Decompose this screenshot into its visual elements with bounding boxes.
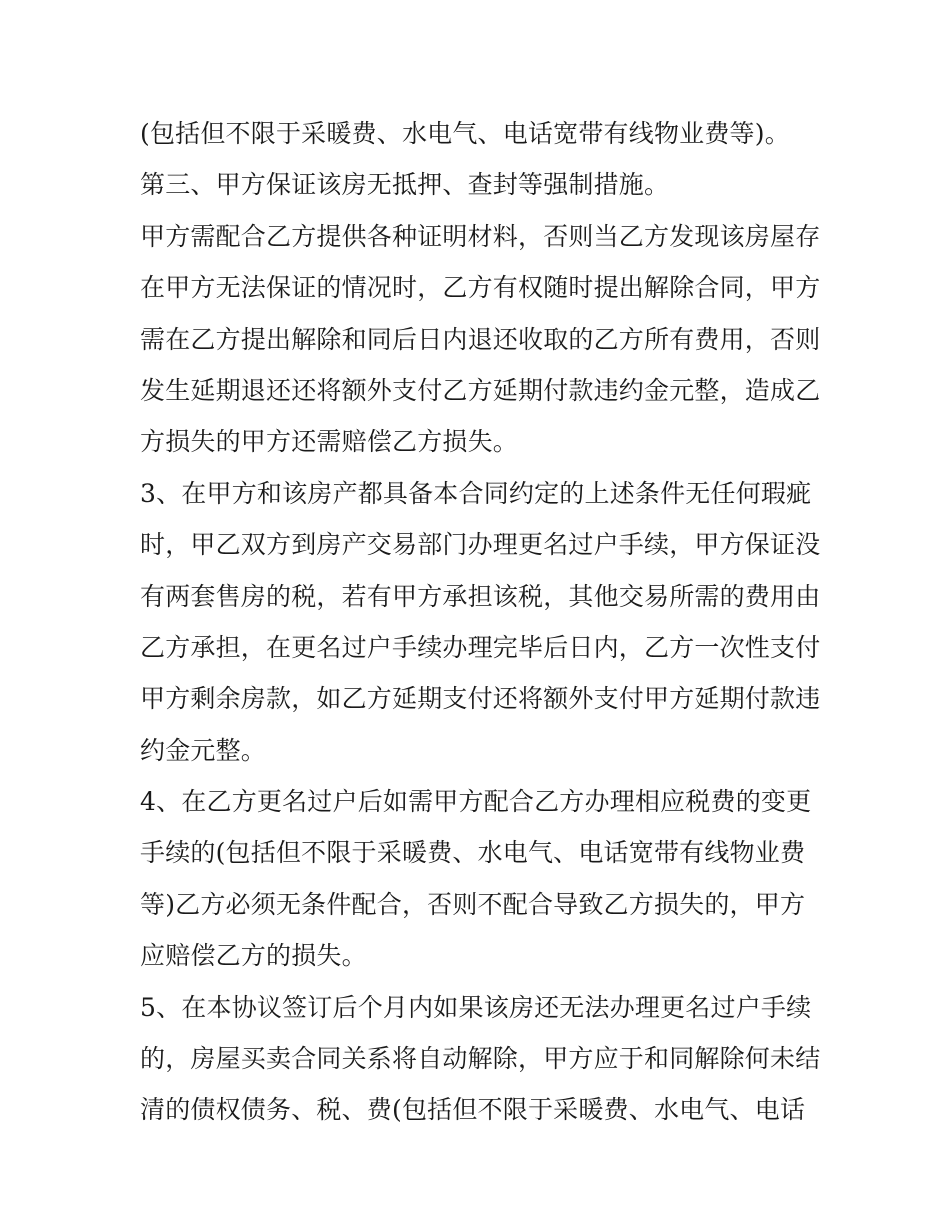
text-line: 甲方剩余房款，如乙方延期支付还将额外支付甲方延期付款违 — [140, 684, 821, 714]
text-line: 在甲方无法保证的情况时，乙方有权随时提出解除合同，甲方 — [140, 273, 821, 303]
text-line: (包括但不限于采暖费、水电气、电话宽带有线物业费等)。 — [140, 119, 790, 148]
document-body — [140, 108, 820, 1136]
text-line: 等)乙方必须无条件配合，否则不配合导致乙方损失的，甲方 — [140, 889, 806, 919]
text-line: 时，甲乙双方到房产交易部门办理更名过户手续，甲方保证没 — [140, 530, 821, 560]
text-line: 第三、甲方保证该房无抵押、查封等强制措施。 — [140, 170, 670, 200]
text-line: 甲方需配合乙方提供各种证明材料，否则当乙方发现该房屋存 — [140, 221, 821, 251]
text-line: 有两套售房的税，若有甲方承担该税，其他交易所需的费用由 — [140, 581, 821, 611]
text-line: 手续的(包括但不限于采暖费、水电气、电话宽带有线物业费 — [140, 838, 806, 868]
text-line: 4、在乙方更名过户后如需甲方配合乙方办理相应税费的变更 — [140, 787, 812, 817]
text-line: 乙方承担，在更名过户手续办理完毕后日内，乙方一次性支付 — [140, 632, 821, 662]
text-line: 约金元整。 — [140, 735, 267, 765]
text-line: 5、在本协议签订后个月内如果该房还无法办理更名过户手续 — [140, 992, 812, 1022]
text-line: 发生延期退还还将额外支付乙方延期付款违约金元整，造成乙 — [140, 375, 821, 405]
text-line: 应赔偿乙方的损失。 — [140, 941, 367, 971]
text-line: 清的债权债务、税、费(包括但不限于采暖费、水电气、电话 — [140, 1095, 806, 1125]
text-line: 方损失的甲方还需赔偿乙方损失。 — [140, 427, 519, 457]
text-line: 3、在甲方和该房产都具备本合同约定的上述条件无任何瑕疵 — [140, 478, 812, 508]
text-line: 需在乙方提出解除和同后日内退还收取的乙方所有费用，否则 — [140, 324, 821, 354]
text-line: 的，房屋买卖合同关系将自动解除，甲方应于和同解除何未结 — [140, 1044, 821, 1074]
